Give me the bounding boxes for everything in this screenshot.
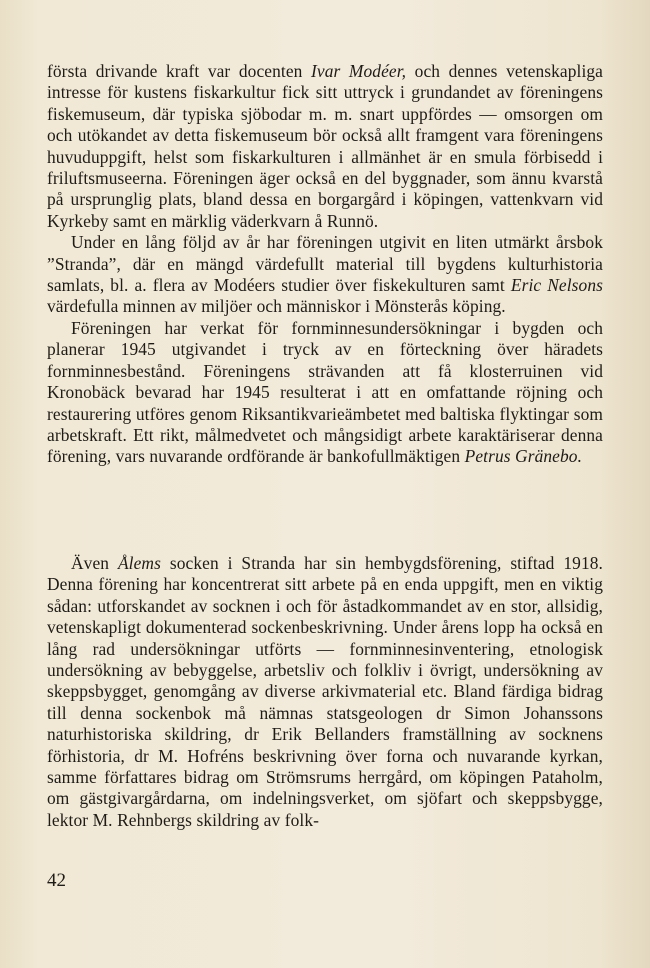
- italic-name: Petrus Gränebo.: [464, 446, 583, 467]
- text-run: Även: [71, 553, 118, 573]
- page-number: 42: [47, 870, 66, 891]
- italic-name: Ivar Modéer,: [311, 61, 407, 81]
- paragraph: [47, 61, 603, 232]
- italic-name: Ålems: [117, 553, 161, 573]
- text-run: Föreningen har verkat för fornminnesundersökningar i bygden och planerar 1945 utgivandet i tryck av en förteckning över häradets fornminnesbestånd. Föreningens strävanden att få klosterruinen vid Kronobäck bevarad har 1945 resulterat i att en omfattande röjning och restaurering utföres genom Riksantikvarieämbetet med baltiska flyktingar som arbetskraft. Ett rikt, målmedvetet och mångsidigt arbete karaktäriserar denna förening, vars nuvarande ordförande är bankofullmäktigen: [47, 317, 603, 467]
- text-run: Under en lång följd av år har föreningen utgivit en liten utmärkt årsbok ”Stranda”, där en mängd värdefullt material till bygdens kulturhistoria samlats, bl. a. flera av Modéers studier över fiskekulturen samt: [47, 232, 603, 296]
- text-block-bottom: [47, 553, 603, 831]
- text-run: och dennes vetenskapliga intresse för kustens fiskarkultur fick sitt uttryck i grundandet av föreningens fiskemuseum, där typiska sjöbodar m. m. snart uppfördes — omsorgen om och utökandet av detta fiskemuseum bör också allt framgent vara föreningens huvuduppgift, helst som fiskarkulturen i allmänhet är en smula förbisedd i friluftsmuseerna. Föreningen äger också en del byggnader, som ännu kvarstå på ursprunglig plats, bland dessa en borgargård i köpingen, vattenkvarn vid Kyrkeby samt en märklig väderkvarn å Runnö.: [47, 61, 603, 231]
- text-run: socken i Stranda har sin hembygdsförening, stiftad 1918. Denna förening har koncentrerat sitt arbete på en enda uppgift, men en viktig sådan: utforskandet av socknen i och för åstadkommandet av en stor, allsidig, vetenskapligt dokumenterad sockenbeskrivning. Under årens lopp ha också en lång rad undersökningar utförts — fornminnesinventering, etnologisk undersökning av bebyggelse, arbetsliv och folkliv i övrigt, undersökning av skeppsbygget, genomgång av diverse arkivmaterial etc. Bland färdiga bidrag till denna sockenbok må nämnas statsgeologen dr Simon Johanssons naturhistoriska skildring, dr Erik Bellanders framställning av socknens förhistoria, dr M. Hofréns beskrivning över forna och nuvarande kyrkan, samme författares bidrag om Strömsrums herrgård, om köpingen Pataholm, om gästgivargårdarna, om indelningsverket, om sjöfart och skeppsbygge, lektor M. Rehnbergs skildring av folk-: [47, 553, 603, 830]
- italic-name: Eric Nelsons: [510, 275, 603, 296]
- paragraph: [47, 318, 603, 468]
- text-block-top: [47, 61, 603, 468]
- text-run: första drivande kraft var docenten: [47, 61, 311, 81]
- paragraph: [47, 553, 603, 831]
- paragraph: [47, 232, 603, 318]
- text-run: värdefulla minnen av miljöer och människor i Mönsterås köping.: [47, 296, 506, 317]
